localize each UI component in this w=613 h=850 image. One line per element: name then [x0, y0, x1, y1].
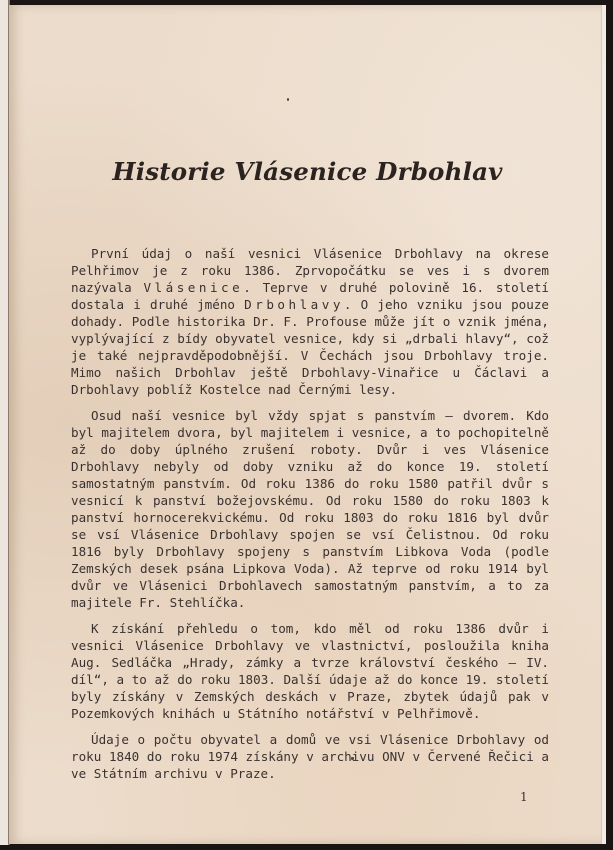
body-text — [71, 245, 549, 791]
book-page — [9, 5, 606, 844]
paragraph-3: K získání přehledu o tom, kdo měl od roku 1386 dvůr i vesnici Vlásenice Drbohlavy ve vlastnictví, posloužila kniha Aug. Sedláčka „Hrady, zámky a tvrze království českého — IV. díl“, a to až do roku 1803. Další údaje až do konce 19. století byly získány v Zemských deskách v Praze, zbytek údajů pak v Pozemkových knihách u Státního notářství v Pelhřimově. — [71, 621, 549, 721]
paragraph-4: Údaje o počtu obyvatel a domů ve vsi Vlásenice Drbohlavy od roku 1840 do roku 1974 získány v archivu ONV v Červené Řečici a ve Státním archivu v Praze. — [71, 732, 549, 781]
ink-speck — [287, 98, 289, 101]
emphasized-name: Vlásenice — [143, 280, 244, 295]
emphasized-name: Drbohlavy — [244, 297, 344, 312]
paragraph-text: . O jeho vzniku jsou pouze dohady. Podle historika Dr. F. Profouse může jít o vznik jména, vyplývající z bídy obyvatel vesnice, kdy si „drbali hlavy“, což je také nejpravděpodobnější. V Čechách jsou Drbohlavy troje. Mimo našich Drbohlav ještě Drbohlavy-Vinařice u Čáclavi a Drbohlavy poblíž Kostelce nad Černými lesy. — [71, 297, 549, 397]
page-title: Historie Vlásenice Drbohlav — [112, 157, 503, 187]
page-number: 1 — [520, 790, 528, 804]
paragraph-text: . Teprve v druhé polovině 16. století dostala i druhé jméno — [71, 280, 549, 312]
paragraph-1 — [71, 245, 549, 398]
paragraph-2: Osud naší vesnice byl vždy spjat s panstvím — dvorem. Kdo byl majitelem dvora, byl majitelem i vesnice, a to pochopitelně až do doby úplného zrušení roboty. Dvůr i ves Vlásenice Drbohlavy nebyly od doby vzniku až do konce 19. století samostatným panstvím. Od roku 1386 do roku 1580 patřil dvůr s vesnicí k panství božejovskému. Od roku 1580 do roku 1803 k panství hornocerekvickému. Od roku 1803 do roku 1816 byl dvůr se vsí Vlásenice Drbohlavy spojen se vsí Čelistnou. Od roku 1816 byly Drbohlavy spojeny s panstvím Libkova Voda (podle Zemských desek psána Lipkova Voda). Až teprve od roku 1914 byl dvůr ve Vlásenici Drbohlavech samostatným panstvím, a to za majitele Fr. Stehlíčka. — [71, 408, 549, 610]
paragraph-text: První údaj o naší vesnici Vlásenice Drbohlavy na okrese Pelhřimov je z roku 1386. Zprvopočátku se ves i s dvorem nazývala — [71, 246, 549, 295]
page-edge — [601, 5, 606, 844]
